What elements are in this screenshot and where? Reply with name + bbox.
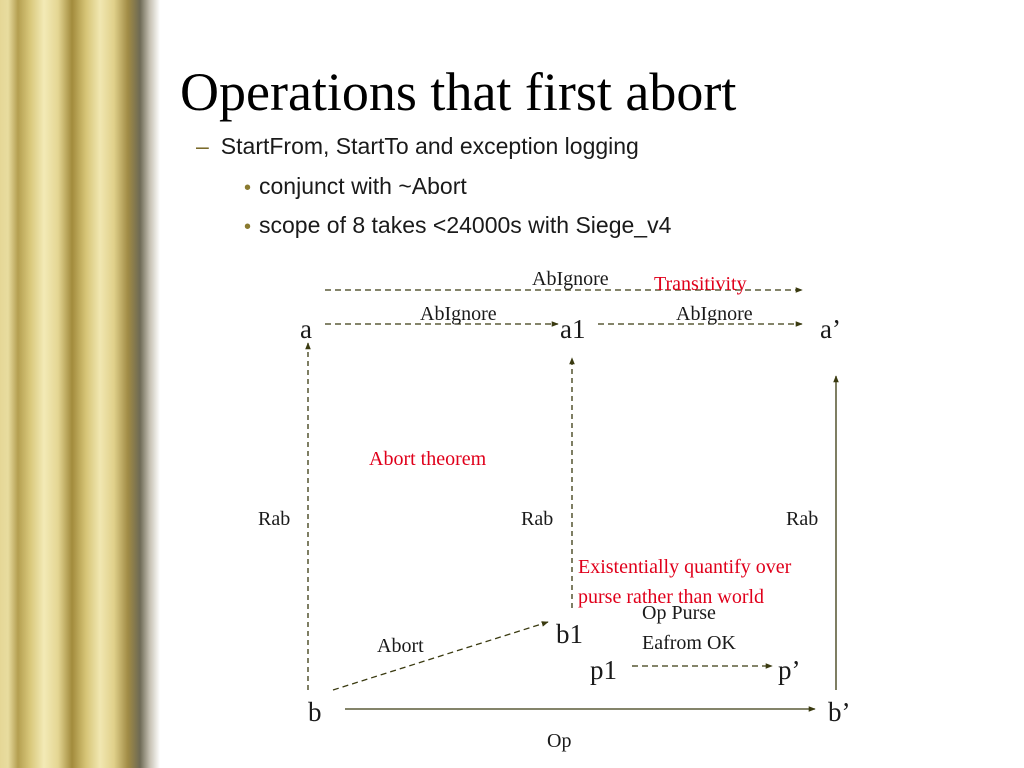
bullet-text: scope of 8 takes <24000s with Siege_v4: [259, 212, 672, 238]
node-b: b: [308, 697, 322, 727]
node-p1: p1: [590, 655, 617, 685]
label-op: Op: [547, 730, 572, 752]
bullet-text: conjunct with ~Abort: [259, 173, 467, 199]
annotation-abort-theorem: Abort theorem: [369, 448, 487, 470]
node-p-prime: p’: [778, 655, 801, 685]
dash-bullet-icon: –: [196, 133, 209, 159]
node-a: a: [300, 314, 312, 344]
dot-bullet-icon: •: [244, 216, 252, 238]
label-op-purse-line2: Eafrom OK: [642, 632, 736, 654]
label-rab-right: Rab: [786, 508, 819, 530]
arrow-b-to-b1-abort: [333, 622, 548, 690]
node-b1: b1: [556, 619, 583, 649]
node-a1: a1: [560, 314, 586, 344]
label-abort: Abort: [377, 635, 424, 657]
label-top-abignore: AbIgnore: [532, 268, 609, 290]
label-rab-left: Rab: [258, 508, 291, 530]
annotation-existential-line1: Existentially quantify over: [578, 556, 792, 578]
annotation-transitivity: Transitivity: [654, 273, 747, 295]
bullet-text: StartFrom, StartTo and exception logging: [220, 133, 639, 159]
node-a-prime: a’: [820, 314, 841, 344]
dot-bullet-icon: •: [244, 177, 252, 199]
slide-title: Operations that first abort: [180, 62, 737, 122]
label-a1-aprime-abignore: AbIgnore: [676, 303, 753, 325]
annotation-existential-line2: purse rather than world: [578, 586, 765, 608]
node-b-prime: b’: [828, 697, 851, 727]
label-a-a1-abignore: AbIgnore: [420, 303, 497, 325]
label-rab-mid: Rab: [521, 508, 554, 530]
label-op-purse-line1: Op Purse: [642, 602, 716, 624]
